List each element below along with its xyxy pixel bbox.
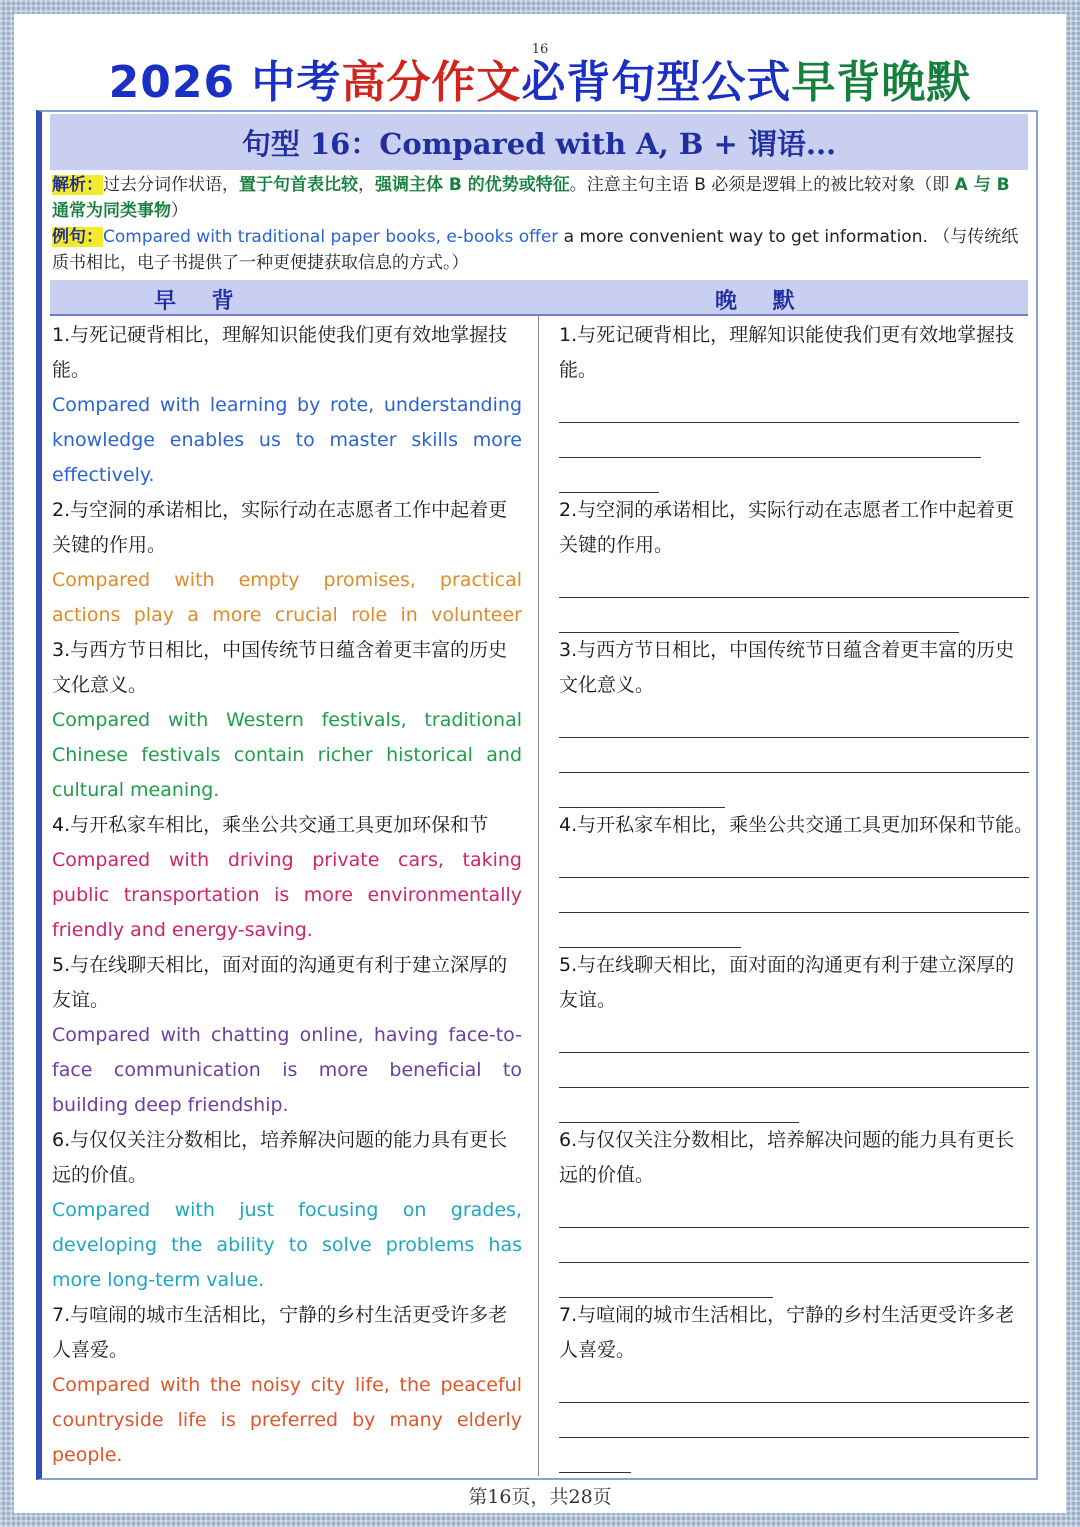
analysis-text-4: 强调主体 B 的优势或特征 [375,175,570,195]
evening-item-chinese: 5.与在线聊天相比，面对面的沟通更有利于建立深厚的友谊。 [559,954,1015,1011]
answer-blank-line[interactable] [559,738,1029,773]
analysis-paragraph [52,172,1032,224]
morning-item-english: Compared with learning by rote, understanding knowledge enables us to master skills more effectively. [52,394,522,486]
evening-item [559,493,1029,633]
evening-item [559,633,1029,808]
evening-column [559,318,1034,1473]
column-header-bar [50,280,1028,316]
analysis-text-2: 置于句首表比较 [239,175,358,195]
morning-item [52,1123,522,1298]
sentence-pattern-header: 句型 16：Compared with A, B + 谓语... [50,114,1028,170]
example-tag: 例句： [52,227,103,247]
evening-item-chinese: 1.与死记硬背相比，理解知识能使我们更有效地掌握技能。 [559,324,1015,381]
answer-lines [559,703,1029,808]
column-morning-label: 早 背 [154,288,248,314]
morning-item [52,633,522,808]
analysis-text-7: ） [171,201,188,221]
analysis-text-3: ， [358,175,375,195]
answer-blank-line[interactable] [559,388,1019,423]
evening-item [559,318,1029,493]
evening-item-chinese: 7.与喧闹的城市生活相比，宁静的乡村生活更受许多老人喜爱。 [559,1304,1015,1361]
answer-blank-line[interactable] [559,1053,1029,1088]
title-part-4: 早背晚默 [791,57,972,108]
example-cn: （与传统纸质书相比，电子书提供了一种更便捷获取信息的方式。） [52,227,1019,273]
answer-blank-line[interactable] [559,913,741,948]
morning-item-chinese: 7.与喧闹的城市生活相比，宁静的乡村生活更受许多老人喜爱。 [52,1304,508,1361]
evening-item [559,1298,1029,1473]
analysis-tag: 解析： [52,175,103,195]
analysis-text-6: A 与 B 通常为同类事物 [52,175,1010,221]
morning-item-english: Compared with chatting online, having face-to-face communication is more beneficial to building deep friendship. [52,1024,522,1116]
example-en-part-2: a more convenient way to get information. [558,227,928,247]
evening-item [559,948,1029,1123]
morning-item [52,318,522,493]
answer-blank-line[interactable] [559,563,1029,598]
answer-blank-line[interactable] [559,703,1029,738]
column-evening-label: 晚 默 [715,288,809,314]
analysis-text-1: 过去分词作状语， [103,175,239,195]
morning-item [52,493,522,633]
analysis-text-5: 。注意主句主语 B 必须是逻辑上的被比较对象（即 [569,175,955,195]
evening-item [559,1123,1029,1298]
morning-item-chinese: 6.与仅仅关注分数相比，培养解决问题的能力具有更长远的价值。 [52,1129,508,1186]
answer-blank-line[interactable] [559,423,981,458]
morning-item-chinese: 2.与空洞的承诺相比，实际行动在志愿者工作中起着更关键的作用。 [52,499,508,556]
answer-blank-line[interactable] [559,1193,1029,1228]
answer-blank-line[interactable] [559,598,959,633]
morning-item-chinese: 4.与开私家车相比，乘坐公共交通工具更加环保和节 [52,814,489,836]
title-part-2: 高分作文 [341,57,522,108]
example-paragraph [52,224,1032,276]
title-part-1: 2026 中考 [108,57,342,108]
answer-blank-line[interactable] [559,843,1029,878]
evening-item-chinese: 2.与空洞的承诺相比，实际行动在志愿者工作中起着更关键的作用。 [559,499,1015,556]
answer-lines [559,563,1029,633]
morning-item-english: Compared with empty promises, practical actions play a more crucial role in volunteer [52,569,522,626]
evening-item [559,808,1034,948]
answer-blank-line[interactable] [559,458,659,493]
answer-blank-line[interactable] [559,878,1029,913]
evening-item-chinese: 6.与仅仅关注分数相比，培养解决问题的能力具有更长远的价值。 [559,1129,1015,1186]
title-part-3: 必背句型公式 [521,57,792,108]
morning-item-chinese: 1.与死记硬背相比，理解知识能使我们更有效地掌握技能。 [52,324,508,381]
evening-item-chinese: 4.与开私家车相比，乘坐公共交通工具更加环保和节能。 [559,814,1034,836]
morning-item-english: Compared with just focusing on grades, developing the ability to solve problems has more long-term value. [52,1199,522,1291]
answer-blank-line[interactable] [559,1438,631,1473]
answer-lines [559,1193,1029,1298]
page-number-top: 16 [531,42,549,57]
answer-blank-line[interactable] [559,1088,799,1123]
morning-item-english: Compared with the noisy city life, the peaceful countryside life is preferred by many elderly people. [52,1374,522,1466]
answer-lines [559,1018,1029,1123]
morning-item-chinese: 3.与西方节日相比，中国传统节日蕴含着更丰富的历史文化意义。 [52,639,508,696]
page-footer: 第16页，共28页 [468,1486,612,1508]
answer-blank-line[interactable] [559,1018,1029,1053]
example-en-part-1: Compared with traditional paper books, e-books offer [103,227,559,247]
answer-blank-line[interactable] [559,1403,1029,1438]
analysis-section [52,172,1032,276]
morning-item [52,1298,522,1473]
morning-item-chinese: 5.与在线聊天相比，面对面的沟通更有利于建立深厚的友谊。 [52,954,508,1011]
morning-column [52,318,522,1473]
answer-blank-line[interactable] [559,1263,773,1298]
answer-lines [559,843,1029,948]
morning-item-english: Compared with Western festivals, traditional Chinese festivals contain richer historical and cultural meaning. [52,709,522,801]
answer-blank-line[interactable] [559,1228,1029,1263]
morning-item [52,948,522,1123]
page-title [0,46,1080,110]
answer-lines [559,1368,1029,1473]
answer-lines [559,388,1029,493]
answer-blank-line[interactable] [559,1368,1029,1403]
evening-item-chinese: 3.与西方节日相比，中国传统节日蕴含着更丰富的历史文化意义。 [559,639,1015,696]
morning-item-english: Compared with driving private cars, taking public transportation is more environmentally friendly and energy-saving. [52,849,522,941]
morning-item [52,808,522,948]
answer-blank-line[interactable] [559,773,725,808]
column-divider [538,316,539,1476]
